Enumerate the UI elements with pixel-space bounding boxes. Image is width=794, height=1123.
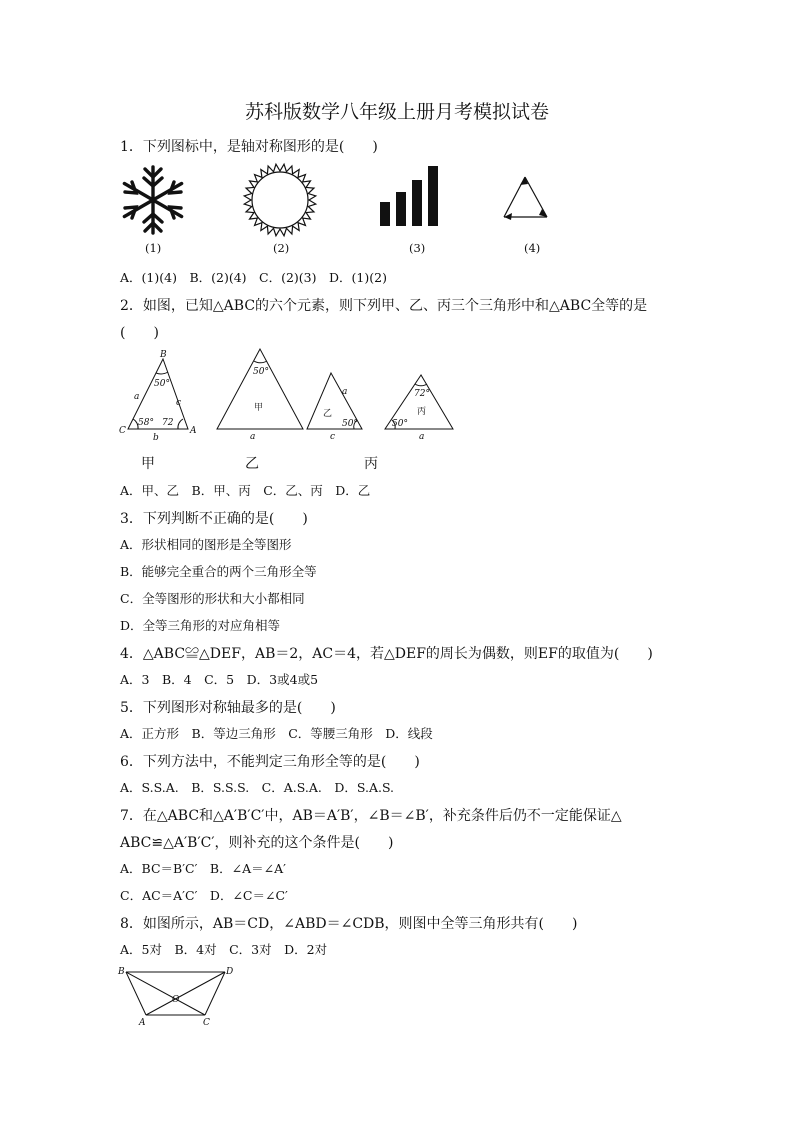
bing-name: 丙 bbox=[417, 407, 427, 417]
q1-icons bbox=[115, 160, 575, 260]
abc-label-a: A bbox=[190, 426, 197, 436]
q3-option-b: B．能够完全重合的两个三角形全等 bbox=[120, 564, 317, 579]
q8-figure bbox=[112, 960, 252, 1030]
q1-caption-2: (2) bbox=[273, 241, 290, 255]
q3-option-d: D．全等三角形的对应角相等 bbox=[120, 618, 281, 633]
abc-side-c: c bbox=[176, 398, 182, 408]
q3-stem: 3．下列判断不正确的是( ) bbox=[120, 511, 308, 527]
q4-options: A．3 B．4 C．5 D．3或4或5 bbox=[120, 672, 319, 687]
yi-side-c: c bbox=[330, 432, 336, 442]
yi-angle: 50° bbox=[342, 419, 358, 429]
abc-side-b: b bbox=[153, 433, 159, 443]
bing-side: a bbox=[419, 432, 425, 442]
q2-paren: ( ) bbox=[120, 325, 159, 341]
q8-label-o: O bbox=[172, 995, 180, 1005]
sun-icon bbox=[244, 164, 316, 236]
q8-label-c: C bbox=[203, 1018, 210, 1028]
bing-angle-top: 72° bbox=[414, 389, 430, 399]
q7-stem-line1: 7．在△ABC和△A′B′C′中，AB＝A′B′，∠B＝∠B′，补充条件后仍不一定能保证△ bbox=[120, 808, 622, 824]
snowflake-icon bbox=[124, 167, 181, 233]
signal-bars-icon bbox=[380, 166, 438, 226]
triangle-arrows-icon bbox=[504, 177, 547, 220]
q2-figures bbox=[112, 345, 472, 445]
q1-caption-1: (1) bbox=[145, 241, 162, 255]
yi-side-a: a bbox=[342, 387, 348, 397]
q6-stem: 6．下列方法中，不能判定三角形全等的是( ) bbox=[120, 754, 420, 770]
q3-option-c: C．全等图形的形状和大小都相同 bbox=[120, 591, 305, 606]
q8-label-b: B bbox=[118, 967, 125, 977]
triangle-jia bbox=[217, 349, 303, 429]
q4-stem: 4．△ABC≌△DEF，AB＝2，AC＝4，若△DEF的周长为偶数，则EF的取值为( ) bbox=[120, 646, 653, 662]
yi-name: 乙 bbox=[323, 409, 333, 419]
q8-label-d: D bbox=[226, 967, 234, 977]
abc-angle-a: 72 bbox=[162, 418, 174, 428]
q8-stem: 8．如图所示，AB＝CD，∠ABD＝∠CDB，则图中全等三角形共有( ) bbox=[120, 916, 578, 932]
q7-stem-line2: ABC≌△A′B′C′，则补充的这个条件是( ) bbox=[120, 835, 394, 851]
abc-label-c: C bbox=[119, 426, 126, 436]
abc-side-a: a bbox=[134, 392, 140, 402]
abc-angle-b: 50° bbox=[154, 379, 170, 389]
q5-options: A．正方形 B．等边三角形 C．等腰三角形 D．线段 bbox=[120, 726, 433, 741]
q8-label-a: A bbox=[139, 1018, 146, 1028]
jia-angle: 50° bbox=[253, 367, 269, 377]
q1-options: A．(1)(4) B．(2)(4) C．(2)(3) D．(1)(2) bbox=[120, 270, 387, 285]
q7-options-line1: A．BC＝B′C′ B．∠A＝∠A′ bbox=[120, 861, 286, 876]
q2-stem: 2．如图，已知△ABC的六个元素，则下列甲、乙、丙三个三角形中和△ABC全等的是 bbox=[120, 298, 648, 314]
abc-angle-c: 58° bbox=[138, 418, 154, 428]
bing-angle-left: 50° bbox=[392, 419, 408, 429]
q1-caption-3: (3) bbox=[409, 241, 426, 255]
q7-options-line2: C．AC＝A′C′ D．∠C＝∠C′ bbox=[120, 888, 288, 903]
q2-options: A．甲、乙 B．甲、丙 C．乙、丙 D．乙 bbox=[120, 483, 371, 498]
abc-label-b: B bbox=[160, 350, 167, 360]
q8-options: A．5对 B．4对 C．3对 D．2对 bbox=[120, 942, 328, 957]
page-title: 苏科版数学八年级上册月考模拟试卷 bbox=[244, 101, 549, 123]
q3-option-a: A．形状相同的图形是全等图形 bbox=[120, 537, 292, 552]
q1-stem: 1．下列图标中，是轴对称图形的是( ) bbox=[120, 139, 378, 155]
q6-options: A．S.S.A. B．S.S.S. C．A.S.A. D．S.A.S. bbox=[120, 780, 395, 795]
q2-label-jia: 甲 bbox=[141, 456, 155, 472]
q5-stem: 5．下列图形对称轴最多的是( ) bbox=[120, 700, 336, 716]
q2-label-bing: 丙 bbox=[364, 456, 378, 472]
jia-side: a bbox=[250, 432, 256, 442]
jia-name: 甲 bbox=[254, 403, 264, 413]
q1-caption-4: (4) bbox=[524, 241, 541, 255]
q2-label-yi: 乙 bbox=[245, 456, 259, 472]
